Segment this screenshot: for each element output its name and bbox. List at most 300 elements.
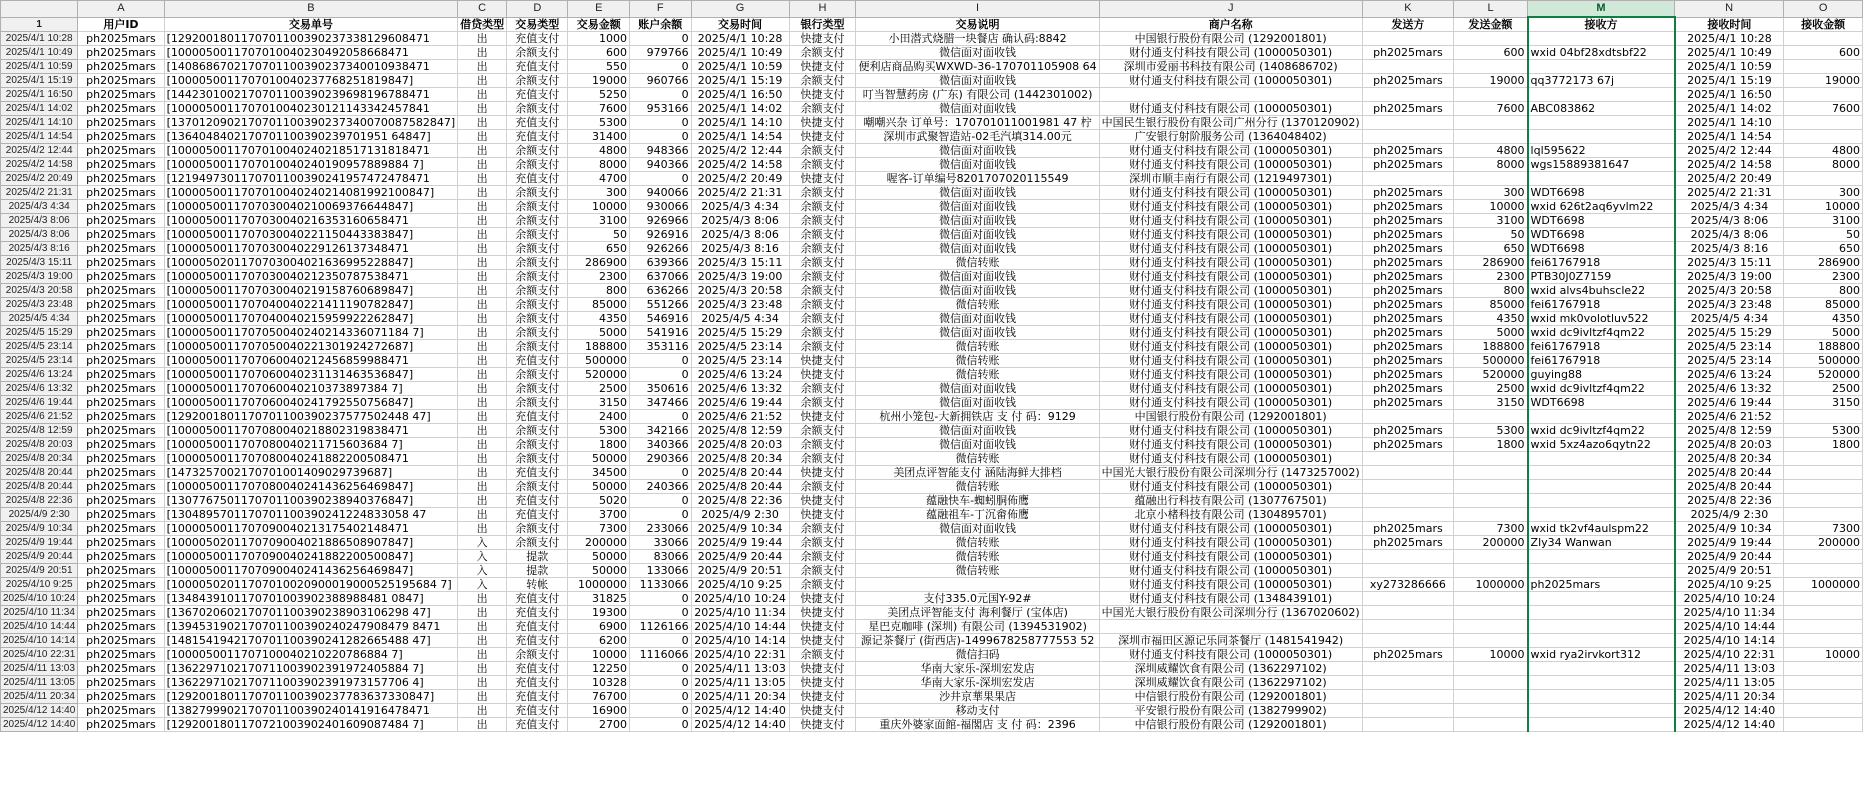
cell-I2025/4/8 20:44[interactable]: 美团点评智能支付 涵陆海鲜大排档 [856,466,1099,480]
cell-I2025/4/8 12:59[interactable]: 微信面对面收钱 [856,424,1099,438]
cell-D2025/4/5 23:14[interactable]: 充值支付 [507,354,568,368]
cell-E2025/4/5 15:29[interactable]: 5000 [568,326,630,340]
cell-B2025/4/3 8:06[interactable]: [1000050011707030040216353160658471 [164,214,458,228]
cell-O2025/4/1 10:59[interactable] [1784,60,1863,74]
cell-N2025/4/5 23:14[interactable]: 2025/4/5 23:14 [1675,340,1784,354]
row-header[interactable]: 2025/4/10 14:14 [1,634,78,648]
cell-G2025/4/10 9:25[interactable]: 2025/4/10 9:25 [691,578,789,592]
cell-I2025/4/5 15:29[interactable]: 微信面对面收钱 [856,326,1099,340]
cell-F2025/4/1 10:59[interactable]: 0 [630,60,692,74]
cell-L2025/4/11 13:03[interactable] [1454,662,1528,676]
cell-K2025/4/3 4:34[interactable]: ph2025mars [1362,200,1453,214]
cell-L2025/4/1 14:10[interactable] [1454,116,1528,130]
table-row[interactable] [1,382,1863,396]
cell-I2025/4/3 23:48[interactable]: 微信转账 [856,298,1099,312]
row-header[interactable]: 2025/4/1 16:50 [1,88,78,102]
cell-N2025/4/3 8:16[interactable]: 2025/4/3 8:16 [1675,242,1784,256]
table-row[interactable] [1,368,1863,382]
table-row[interactable] [1,396,1863,410]
header-cell-E[interactable]: 交易金额 [568,17,630,32]
cell-N2025/4/6 13:32[interactable]: 2025/4/6 13:32 [1675,382,1784,396]
cell-I2025/4/9 20:51[interactable]: 微信转账 [856,564,1099,578]
cell-F2025/4/3 8:06[interactable]: 926966 [630,214,692,228]
cell-I2025/4/12 14:40[interactable]: 重庆外婆家面館-福閣店 支 付 码：2396 [856,718,1099,732]
cell-M2025/4/1 16:50[interactable] [1528,88,1675,102]
cell-I2025/4/5 23:14[interactable]: 微信转账 [856,340,1099,354]
cell-K2025/4/5 23:14[interactable]: ph2025mars [1362,354,1453,368]
column-header-M[interactable]: M [1528,1,1675,18]
cell-K2025/4/3 20:58[interactable]: ph2025mars [1362,284,1453,298]
cell-H2025/4/6 13:32[interactable]: 余额支付 [789,382,856,396]
cell-J2025/4/1 15:19[interactable]: 财付通支付科技有限公司 (1000050301) [1099,74,1362,88]
cell-F2025/4/5 23:14[interactable]: 0 [630,354,692,368]
cell-D2025/4/5 23:14[interactable]: 余额支付 [507,340,568,354]
cell-M2025/4/8 20:03[interactable]: wxid 5xz4azo6qytn22 [1528,438,1675,452]
cell-B2025/4/1 14:10[interactable]: [1370120902170701100390237340070087582847] [164,116,458,130]
cell-C2025/4/3 19:00[interactable]: 出 [458,270,507,284]
header-cell-M[interactable]: 接收方 [1528,17,1675,32]
cell-K2025/4/11 20:34[interactable] [1362,690,1453,704]
cell-N2025/4/2 14:58[interactable]: 2025/4/2 14:58 [1675,158,1784,172]
cell-A2025/4/3 15:11[interactable]: ph2025mars [78,256,164,270]
cell-D2025/4/3 23:48[interactable]: 余额支付 [507,298,568,312]
cell-M2025/4/1 14:54[interactable] [1528,130,1675,144]
cell-N2025/4/12 14:40[interactable]: 2025/4/12 14:40 [1675,704,1784,718]
cell-B2025/4/8 20:44[interactable]: [1000050011707080040241436256469847] [164,480,458,494]
cell-O2025/4/10 11:34[interactable] [1784,606,1863,620]
table-row[interactable] [1,354,1863,368]
cell-L2025/4/10 10:24[interactable] [1454,592,1528,606]
table-row[interactable] [1,662,1863,676]
row-header[interactable]: 2025/4/8 20:44 [1,480,78,494]
cell-K2025/4/10 9:25[interactable]: xy273286666 [1362,578,1453,592]
cell-M2025/4/11 20:34[interactable] [1528,690,1675,704]
cell-E2025/4/8 20:44[interactable]: 50000 [568,480,630,494]
cell-D2025/4/1 15:19[interactable]: 余额支付 [507,74,568,88]
cell-M2025/4/12 14:40[interactable] [1528,718,1675,732]
cell-M2025/4/8 20:34[interactable] [1528,452,1675,466]
cell-F2025/4/10 11:34[interactable]: 0 [630,606,692,620]
cell-E2025/4/9 20:44[interactable]: 50000 [568,550,630,564]
cell-I2025/4/3 15:11[interactable]: 微信转账 [856,256,1099,270]
cell-G2025/4/2 20:49[interactable]: 2025/4/2 20:49 [691,172,789,186]
cell-A2025/4/11 13:05[interactable]: ph2025mars [78,676,164,690]
cell-N2025/4/10 11:34[interactable]: 2025/4/10 11:34 [1675,606,1784,620]
cell-B2025/4/2 21:31[interactable]: [1000050011707010040240214081992100847] [164,186,458,200]
table-row[interactable] [1,270,1863,284]
table-row[interactable] [1,704,1863,718]
cell-N2025/4/1 15:19[interactable]: 2025/4/1 15:19 [1675,74,1784,88]
table-row[interactable] [1,46,1863,60]
row-header[interactable]: 2025/4/12 14:40 [1,704,78,718]
header-cell-A[interactable]: 用户ID [78,17,164,32]
cell-M2025/4/1 10:59[interactable] [1528,60,1675,74]
cell-C2025/4/12 14:40[interactable]: 出 [458,718,507,732]
row-header[interactable]: 2025/4/8 12:59 [1,424,78,438]
column-header-C[interactable]: C [458,1,507,18]
cell-O2025/4/2 14:58[interactable]: 8000 [1784,158,1863,172]
cell-A2025/4/3 8:06[interactable]: ph2025mars [78,214,164,228]
cell-E2025/4/1 14:54[interactable]: 31400 [568,130,630,144]
cell-O2025/4/10 14:14[interactable] [1784,634,1863,648]
cell-F2025/4/9 20:51[interactable]: 133066 [630,564,692,578]
cell-B2025/4/8 20:03[interactable]: [1000050011707080040211715603684 7] [164,438,458,452]
row-header[interactable]: 2025/4/8 20:03 [1,438,78,452]
cell-N2025/4/1 14:54[interactable]: 2025/4/1 14:54 [1675,130,1784,144]
cell-N2025/4/2 21:31[interactable]: 2025/4/2 21:31 [1675,186,1784,200]
cell-M2025/4/8 12:59[interactable]: wxid dc9ivltzf4qm22 [1528,424,1675,438]
cell-J2025/4/10 22:31[interactable]: 财付通支付科技有限公司 (1000050301) [1099,648,1362,662]
cell-J2025/4/11 13:05[interactable]: 深圳威耀饮食有限公司 (1362297102) [1099,676,1362,690]
cell-F2025/4/12 14:40[interactable]: 0 [630,718,692,732]
cell-G2025/4/1 10:28[interactable]: 2025/4/1 10:28 [691,32,789,46]
cell-O2025/4/5 4:34[interactable]: 4350 [1784,312,1863,326]
cell-G2025/4/12 14:40[interactable]: 2025/4/12 14:40 [691,704,789,718]
cell-B2025/4/9 20:51[interactable]: [1000050011707090040241436256469847] [164,564,458,578]
cell-G2025/4/5 4:34[interactable]: 2025/4/5 4:34 [691,312,789,326]
cell-C2025/4/1 10:28[interactable]: 出 [458,32,507,46]
cell-K2025/4/10 14:14[interactable] [1362,634,1453,648]
cell-I2025/4/3 19:00[interactable]: 微信面对面收钱 [856,270,1099,284]
cell-K2025/4/6 21:52[interactable] [1362,410,1453,424]
cell-A2025/4/3 8:16[interactable]: ph2025mars [78,242,164,256]
cell-J2025/4/3 8:16[interactable]: 财付通支付科技有限公司 (1000050301) [1099,242,1362,256]
cell-K2025/4/2 14:58[interactable]: ph2025mars [1362,158,1453,172]
cell-E2025/4/11 13:05[interactable]: 10328 [568,676,630,690]
cell-A2025/4/9 10:34[interactable]: ph2025mars [78,522,164,536]
row-header[interactable]: 2025/4/6 13:24 [1,368,78,382]
cell-G2025/4/1 14:02[interactable]: 2025/4/1 14:02 [691,102,789,116]
cell-K2025/4/11 13:05[interactable] [1362,676,1453,690]
cell-I2025/4/8 20:03[interactable]: 微信面对面收钱 [856,438,1099,452]
table-row[interactable] [1,144,1863,158]
cell-K2025/4/6 13:32[interactable]: ph2025mars [1362,382,1453,396]
cell-E2025/4/10 10:24[interactable]: 31825 [568,592,630,606]
cell-D2025/4/11 13:03[interactable]: 充值支付 [507,662,568,676]
cell-A2025/4/10 14:14[interactable]: ph2025mars [78,634,164,648]
cell-A2025/4/9 2:30[interactable]: ph2025mars [78,508,164,522]
cell-M2025/4/2 12:44[interactable]: lql595622 [1528,144,1675,158]
cell-M2025/4/10 14:14[interactable] [1528,634,1675,648]
cell-D2025/4/9 19:44[interactable]: 余额支付 [507,536,568,550]
cell-H2025/4/3 8:06[interactable]: 余额支付 [789,214,856,228]
cell-C2025/4/6 13:24[interactable]: 出 [458,368,507,382]
cell-E2025/4/9 10:34[interactable]: 7300 [568,522,630,536]
cell-C2025/4/1 14:02[interactable]: 出 [458,102,507,116]
cell-N2025/4/10 22:31[interactable]: 2025/4/10 22:31 [1675,648,1784,662]
cell-G2025/4/10 22:31[interactable]: 2025/4/10 22:31 [691,648,789,662]
cell-J2025/4/3 4:34[interactable]: 财付通支付科技有限公司 (1000050301) [1099,200,1362,214]
cell-O2025/4/1 10:49[interactable]: 600 [1784,46,1863,60]
cell-H2025/4/9 20:44[interactable]: 余额支付 [789,550,856,564]
cell-D2025/4/11 13:05[interactable]: 充值支付 [507,676,568,690]
row-header[interactable]: 2025/4/3 4:34 [1,200,78,214]
cell-M2025/4/12 14:40[interactable] [1528,704,1675,718]
cell-F2025/4/8 20:03[interactable]: 340366 [630,438,692,452]
table-row[interactable] [1,214,1863,228]
cell-A2025/4/3 23:48[interactable]: ph2025mars [78,298,164,312]
cell-K2025/4/1 10:59[interactable] [1362,60,1453,74]
cell-J2025/4/2 12:44[interactable]: 财付通支付科技有限公司 (1000050301) [1099,144,1362,158]
cell-L2025/4/10 22:31[interactable]: 10000 [1454,648,1528,662]
cell-G2025/4/1 10:59[interactable]: 2025/4/1 10:59 [691,60,789,74]
header-cell-K[interactable]: 发送方 [1362,17,1453,32]
cell-I2025/4/2 12:44[interactable]: 微信面对面收钱 [856,144,1099,158]
cell-D2025/4/10 9:25[interactable]: 转帐 [507,578,568,592]
cell-F2025/4/3 8:06[interactable]: 926916 [630,228,692,242]
cell-F2025/4/6 19:44[interactable]: 347466 [630,396,692,410]
cell-O2025/4/6 21:52[interactable] [1784,410,1863,424]
cell-M2025/4/5 4:34[interactable]: wxid mk0volotluv522 [1528,312,1675,326]
cell-G2025/4/6 13:24[interactable]: 2025/4/6 13:24 [691,368,789,382]
cell-N2025/4/1 14:02[interactable]: 2025/4/1 14:02 [1675,102,1784,116]
cell-M2025/4/8 20:44[interactable] [1528,466,1675,480]
cell-F2025/4/3 15:11[interactable]: 639366 [630,256,692,270]
cell-A2025/4/2 12:44[interactable]: ph2025mars [78,144,164,158]
cell-L2025/4/2 14:58[interactable]: 8000 [1454,158,1528,172]
cell-I2025/4/8 20:44[interactable]: 微信转账 [856,480,1099,494]
cell-F2025/4/2 12:44[interactable]: 948366 [630,144,692,158]
cell-A2025/4/1 14:54[interactable]: ph2025mars [78,130,164,144]
cell-K2025/4/9 10:34[interactable]: ph2025mars [1362,522,1453,536]
cell-J2025/4/8 12:59[interactable]: 财付通支付科技有限公司 (1000050301) [1099,424,1362,438]
cell-G2025/4/2 14:58[interactable]: 2025/4/2 14:58 [691,158,789,172]
cell-N2025/4/5 15:29[interactable]: 2025/4/5 15:29 [1675,326,1784,340]
cell-L2025/4/3 8:06[interactable]: 3100 [1454,214,1528,228]
cell-K2025/4/10 14:44[interactable] [1362,620,1453,634]
cell-B2025/4/1 14:02[interactable]: [1000050011707010040230121143342457841 [164,102,458,116]
cell-D2025/4/3 19:00[interactable]: 余额支付 [507,270,568,284]
cell-F2025/4/9 2:30[interactable]: 0 [630,508,692,522]
cell-A2025/4/5 23:14[interactable]: ph2025mars [78,340,164,354]
cell-C2025/4/3 4:34[interactable]: 出 [458,200,507,214]
cell-H2025/4/8 20:34[interactable]: 余额支付 [789,452,856,466]
cell-O2025/4/8 20:34[interactable] [1784,452,1863,466]
cell-B2025/4/6 13:32[interactable]: [1000050011707060040210373897384 7] [164,382,458,396]
cell-O2025/4/3 19:00[interactable]: 2300 [1784,270,1863,284]
cell-I2025/4/6 21:52[interactable]: 杭州小笼包-大新拥铁店 支 付 码：9129 [856,410,1099,424]
row-header[interactable]: 2025/4/8 22:36 [1,494,78,508]
row-header[interactable]: 2025/4/3 19:00 [1,270,78,284]
cell-H2025/4/1 16:50[interactable]: 快捷支付 [789,88,856,102]
cell-M2025/4/9 10:34[interactable]: wxid tk2vf4aulspm22 [1528,522,1675,536]
cell-N2025/4/8 22:36[interactable]: 2025/4/8 22:36 [1675,494,1784,508]
cell-J2025/4/6 13:24[interactable]: 财付通支付科技有限公司 (1000050301) [1099,368,1362,382]
cell-L2025/4/2 20:49[interactable] [1454,172,1528,186]
cell-A2025/4/5 23:14[interactable]: ph2025mars [78,354,164,368]
cell-B2025/4/9 20:44[interactable]: [1000050011707090040241882200500847] [164,550,458,564]
cell-C2025/4/3 8:06[interactable]: 出 [458,228,507,242]
cell-E2025/4/3 8:16[interactable]: 650 [568,242,630,256]
cell-L2025/4/8 20:44[interactable] [1454,480,1528,494]
table-row[interactable] [1,228,1863,242]
column-header-O[interactable]: O [1784,1,1863,18]
cell-M2025/4/1 14:10[interactable] [1528,116,1675,130]
row-header[interactable]: 2025/4/3 20:58 [1,284,78,298]
cell-E2025/4/3 19:00[interactable]: 2300 [568,270,630,284]
cell-M2025/4/10 10:24[interactable] [1528,592,1675,606]
cell-A2025/4/2 20:49[interactable]: ph2025mars [78,172,164,186]
cell-B2025/4/9 19:44[interactable]: [1000050201170709004021886508907847] [164,536,458,550]
row-header[interactable]: 2025/4/2 14:58 [1,158,78,172]
cell-B2025/4/1 10:59[interactable]: [1408686702170701100390237340010938471 [164,60,458,74]
cell-C2025/4/5 23:14[interactable]: 出 [458,354,507,368]
cell-C2025/4/6 19:44[interactable]: 出 [458,396,507,410]
cell-N2025/4/9 2:30[interactable]: 2025/4/9 2:30 [1675,508,1784,522]
cell-L2025/4/5 15:29[interactable]: 5000 [1454,326,1528,340]
cell-O2025/4/5 15:29[interactable]: 5000 [1784,326,1863,340]
cell-O2025/4/11 13:03[interactable] [1784,662,1863,676]
cell-D2025/4/1 14:02[interactable]: 余额支付 [507,102,568,116]
cell-A2025/4/6 13:24[interactable]: ph2025mars [78,368,164,382]
cell-O2025/4/6 13:24[interactable]: 520000 [1784,368,1863,382]
cell-E2025/4/10 11:34[interactable]: 19300 [568,606,630,620]
cell-N2025/4/1 10:28[interactable]: 2025/4/1 10:28 [1675,32,1784,46]
cell-K2025/4/3 8:06[interactable]: ph2025mars [1362,228,1453,242]
cell-H2025/4/9 10:34[interactable]: 余额支付 [789,522,856,536]
cell-E2025/4/9 2:30[interactable]: 3700 [568,508,630,522]
cell-H2025/4/10 9:25[interactable]: 余额支付 [789,578,856,592]
cell-O2025/4/8 20:44[interactable] [1784,480,1863,494]
cell-O2025/4/11 20:34[interactable] [1784,690,1863,704]
cell-B2025/4/9 10:34[interactable]: [1000050011707090040213175402148471 [164,522,458,536]
cell-H2025/4/8 20:44[interactable]: 余额支付 [789,480,856,494]
cell-I2025/4/11 20:34[interactable]: 沙井京華果果店 [856,690,1099,704]
cell-D2025/4/12 14:40[interactable]: 充值支付 [507,718,568,732]
cell-B2025/4/5 23:14[interactable]: [1000050011707060040212456859988471 [164,354,458,368]
cell-F2025/4/9 10:34[interactable]: 233066 [630,522,692,536]
cell-E2025/4/5 4:34[interactable]: 4350 [568,312,630,326]
cell-I2025/4/1 14:02[interactable]: 微信面对面收钱 [856,102,1099,116]
cell-M2025/4/1 10:49[interactable]: wxid 04bf28xdtsbf22 [1528,46,1675,60]
cell-N2025/4/11 13:03[interactable]: 2025/4/11 13:03 [1675,662,1784,676]
cell-E2025/4/1 14:10[interactable]: 5300 [568,116,630,130]
cell-D2025/4/9 10:34[interactable]: 余额支付 [507,522,568,536]
cell-H2025/4/3 8:16[interactable]: 余额支付 [789,242,856,256]
cell-J2025/4/9 10:34[interactable]: 财付通支付科技有限公司 (1000050301) [1099,522,1362,536]
cell-J2025/4/10 10:24[interactable]: 财付通支付科技有限公司 (1348439101) [1099,592,1362,606]
row-header[interactable]: 2025/4/3 23:48 [1,298,78,312]
cell-H2025/4/10 10:24[interactable]: 快捷支付 [789,592,856,606]
cell-C2025/4/11 13:05[interactable]: 出 [458,676,507,690]
table-row[interactable] [1,452,1863,466]
cell-L2025/4/3 20:58[interactable]: 800 [1454,284,1528,298]
cell-D2025/4/6 13:32[interactable]: 余额支付 [507,382,568,396]
cell-C2025/4/8 20:44[interactable]: 出 [458,480,507,494]
cell-A2025/4/5 15:29[interactable]: ph2025mars [78,326,164,340]
cell-B2025/4/6 21:52[interactable]: [1292001801170701100390237577502448 47] [164,410,458,424]
cell-B2025/4/5 4:34[interactable]: [1000050011707040040215959922262847] [164,312,458,326]
cell-L2025/4/3 19:00[interactable]: 2300 [1454,270,1528,284]
cell-G2025/4/8 20:44[interactable]: 2025/4/8 20:44 [691,466,789,480]
cell-O2025/4/1 14:10[interactable] [1784,116,1863,130]
cell-A2025/4/8 22:36[interactable]: ph2025mars [78,494,164,508]
cell-M2025/4/10 22:31[interactable]: wxid rya2irvkort312 [1528,648,1675,662]
cell-O2025/4/2 20:49[interactable] [1784,172,1863,186]
cell-N2025/4/1 10:49[interactable]: 2025/4/1 10:49 [1675,46,1784,60]
cell-E2025/4/3 15:11[interactable]: 286900 [568,256,630,270]
cell-M2025/4/3 8:06[interactable]: WDT6698 [1528,228,1675,242]
cell-M2025/4/3 8:16[interactable]: WDT6698 [1528,242,1675,256]
cell-M2025/4/11 13:05[interactable] [1528,676,1675,690]
cell-K2025/4/2 21:31[interactable]: ph2025mars [1362,186,1453,200]
cell-G2025/4/3 19:00[interactable]: 2025/4/3 19:00 [691,270,789,284]
cell-O2025/4/9 20:44[interactable] [1784,550,1863,564]
cell-D2025/4/6 19:44[interactable]: 余额支付 [507,396,568,410]
cell-J2025/4/8 20:03[interactable]: 财付通支付科技有限公司 (1000050301) [1099,438,1362,452]
cell-G2025/4/1 14:10[interactable]: 2025/4/1 14:10 [691,116,789,130]
table-row[interactable] [1,522,1863,536]
cell-E2025/4/10 22:31[interactable]: 10000 [568,648,630,662]
cell-C2025/4/11 13:03[interactable]: 出 [458,662,507,676]
cell-L2025/4/11 13:05[interactable] [1454,676,1528,690]
cell-N2025/4/8 20:34[interactable]: 2025/4/8 20:34 [1675,452,1784,466]
cell-F2025/4/1 14:02[interactable]: 953166 [630,102,692,116]
cell-O2025/4/3 15:11[interactable]: 286900 [1784,256,1863,270]
table-row[interactable] [1,466,1863,480]
cell-D2025/4/8 22:36[interactable]: 充值支付 [507,494,568,508]
cell-E2025/4/6 21:52[interactable]: 2400 [568,410,630,424]
cell-H2025/4/5 23:14[interactable]: 余额支付 [789,340,856,354]
cell-N2025/4/11 13:05[interactable]: 2025/4/11 13:05 [1675,676,1784,690]
cell-M2025/4/6 21:52[interactable] [1528,410,1675,424]
cell-L2025/4/9 10:34[interactable]: 7300 [1454,522,1528,536]
cell-K2025/4/5 23:14[interactable]: ph2025mars [1362,340,1453,354]
table-row[interactable] [1,606,1863,620]
table-row[interactable] [1,480,1863,494]
cell-G2025/4/6 13:32[interactable]: 2025/4/6 13:32 [691,382,789,396]
cell-N2025/4/11 20:34[interactable]: 2025/4/11 20:34 [1675,690,1784,704]
cell-L2025/4/6 21:52[interactable] [1454,410,1528,424]
cell-L2025/4/3 8:06[interactable]: 50 [1454,228,1528,242]
cell-A2025/4/3 4:34[interactable]: ph2025mars [78,200,164,214]
cell-A2025/4/6 21:52[interactable]: ph2025mars [78,410,164,424]
row-header[interactable]: 2025/4/8 20:34 [1,452,78,466]
cell-H2025/4/5 15:29[interactable]: 余额支付 [789,326,856,340]
table-row[interactable] [1,256,1863,270]
cell-C2025/4/1 16:50[interactable]: 出 [458,88,507,102]
cell-C2025/4/1 14:54[interactable]: 出 [458,130,507,144]
cell-C2025/4/11 20:34[interactable]: 出 [458,690,507,704]
cell-J2025/4/12 14:40[interactable]: 中信银行股份有限公司 (1292001801) [1099,718,1362,732]
cell-A2025/4/8 20:03[interactable]: ph2025mars [78,438,164,452]
cell-H2025/4/1 14:02[interactable]: 余额支付 [789,102,856,116]
cell-F2025/4/8 12:59[interactable]: 342166 [630,424,692,438]
cell-B2025/4/12 14:40[interactable]: [1382799902170701100390240141916478471 [164,704,458,718]
cell-N2025/4/3 19:00[interactable]: 2025/4/3 19:00 [1675,270,1784,284]
cell-L2025/4/3 4:34[interactable]: 10000 [1454,200,1528,214]
cell-D2025/4/1 10:49[interactable]: 余额支付 [507,46,568,60]
header-cell-L[interactable]: 发送金额 [1454,17,1528,32]
cell-C2025/4/5 23:14[interactable]: 出 [458,340,507,354]
cell-G2025/4/3 8:06[interactable]: 2025/4/3 8:06 [691,228,789,242]
cell-F2025/4/10 9:25[interactable]: 1133066 [630,578,692,592]
cell-F2025/4/10 14:44[interactable]: 1126166 [630,620,692,634]
cell-M2025/4/1 14:02[interactable]: ABC083862 [1528,102,1675,116]
cell-J2025/4/8 20:44[interactable]: 财付通支付科技有限公司 (1000050301) [1099,480,1362,494]
cell-M2025/4/8 20:44[interactable] [1528,480,1675,494]
cell-A2025/4/2 21:31[interactable]: ph2025mars [78,186,164,200]
row-header[interactable]: 2025/4/6 13:32 [1,382,78,396]
cell-J2025/4/5 4:34[interactable]: 财付通支付科技有限公司 (1000050301) [1099,312,1362,326]
table-row[interactable] [1,564,1863,578]
cell-I2025/4/10 22:31[interactable]: 微信扫码 [856,648,1099,662]
cell-L2025/4/8 22:36[interactable] [1454,494,1528,508]
cell-M2025/4/3 8:06[interactable]: WDT6698 [1528,214,1675,228]
cell-C2025/4/6 21:52[interactable]: 出 [458,410,507,424]
cell-O2025/4/8 20:44[interactable] [1784,466,1863,480]
cell-J2025/4/1 14:10[interactable]: 中国民生银行股份有限公司广州分行 (1370120902) [1099,116,1362,130]
